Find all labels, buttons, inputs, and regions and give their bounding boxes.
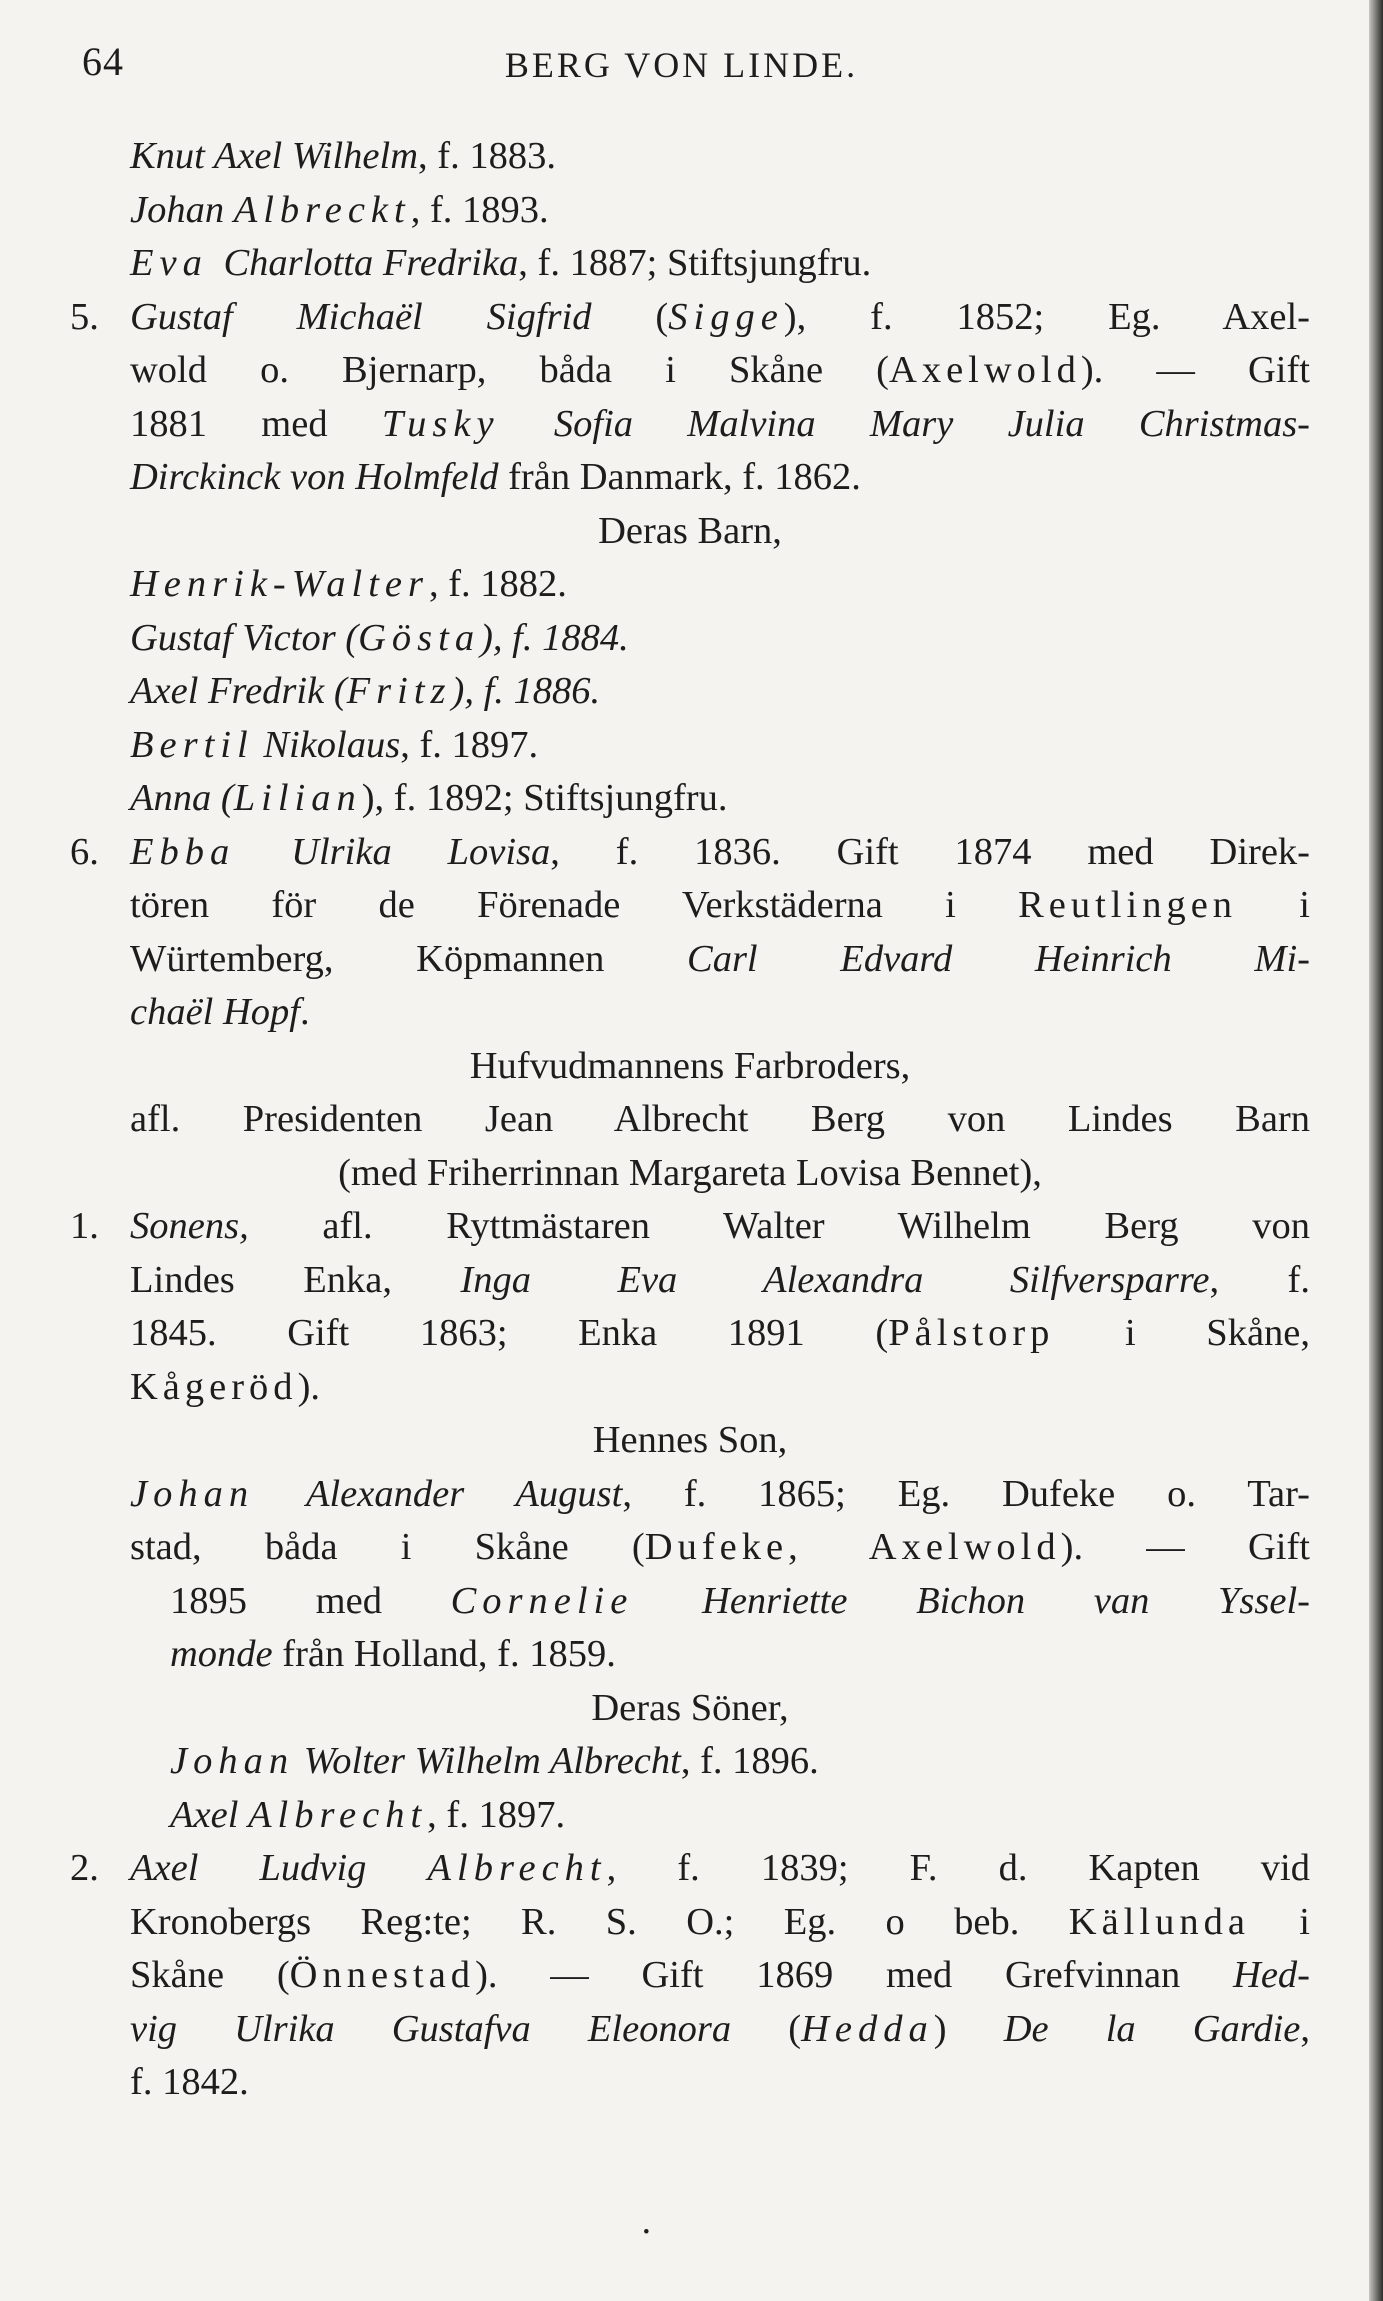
text-line: Knut Axel Wilhelm, f. 1883. [130, 135, 556, 177]
text-line: Johan Wolter Wilhelm Albrecht, f. 1896. [170, 1740, 819, 1782]
text-line: 1845. Gift 1863; Enka 1891 (Pålstorp i Skåne, [130, 1312, 1310, 1354]
text-line: Anna (Lilian), f. 1892; Stiftsjungfru. [130, 777, 728, 819]
text-line: Würtemberg, Köpmannen Carl Edvard Heinrich Mi- [130, 937, 1310, 980]
text-line: Dirckinck von Holmfeld från Danmark, f. 1862. [130, 456, 861, 498]
text-line: 5. Gustaf Michaël Sigfrid (Sigge), f. 1852; Eg. Axel- [70, 295, 1310, 338]
section-heading: Deras Barn, [598, 509, 782, 552]
text-line: Lindes Enka, Inga Eva Alexandra Silfversparre, f. [130, 1258, 1310, 1301]
text-line: wold o. Bjernarp, båda i Skåne (Axelwold). — Gift [130, 349, 1310, 391]
text-line: tören för de Förenade Verkstäderna i Reutlingen i [130, 884, 1310, 926]
text-line: Johan Alexander August, f. 1865; Eg. Dufeke o. Tar- [130, 1472, 1310, 1515]
genealogy-text [70, 130, 1310, 2110]
text-line: chaël Hopf. [130, 991, 310, 1033]
page-edge [1369, 0, 1383, 2301]
text-line: 2. Axel Ludvig Albrecht, f. 1839; F. d. Kapten vid [70, 1847, 1310, 1889]
text-line: Axel Albrecht, f. 1897. [170, 1793, 566, 1836]
text-line: 6. Ebba Ulrika Lovisa, f. 1836. Gift 1874 med Direk- [70, 830, 1310, 873]
running-title: BERG VON LINDE. [504, 45, 859, 85]
text-line: Kronobergs Reg:te; R. S. O.; Eg. o beb. Källunda i [130, 1900, 1310, 1943]
section-heading: Hufvudmannens Farbroders, [469, 1044, 911, 1087]
text-line: Kågeröd). [130, 1365, 321, 1408]
text-line: 1881 med Tusky Sofia Malvina Mary Julia Christmas- [130, 402, 1310, 445]
text-line: 1895 med Cornelie Henriette Bichon van Yssel- [170, 1579, 1310, 1622]
text-line: 1. Sonens, afl. Ryttmästaren Walter Wilhelm Berg von [70, 1205, 1310, 1247]
section-heading: Hennes Son, [592, 1419, 788, 1461]
text-line: Johan Albreckt, f. 1893. [130, 188, 549, 231]
text-line: afl. Presidenten Jean Albrecht Berg von Lindes Barn [130, 1098, 1310, 1140]
text-line: monde från Holland, f. 1859. [170, 1633, 616, 1675]
text-line: (med Friherrinnan Margareta Lovisa Bennet), [338, 1151, 1042, 1194]
text-line: vig Ulrika Gustafva Eleonora (Hedda) De la Gardie, [130, 2007, 1310, 2050]
text-line: Henrik-Walter, f. 1882. [130, 563, 567, 605]
page-number: 64 [82, 39, 124, 84]
text-line: Bertil Nikolaus, f. 1897. [130, 723, 539, 766]
page-header [60, 38, 1303, 88]
text-line: Gustaf Victor (Gösta), f. 1884. [130, 616, 629, 659]
text-line: stad, båda i Skåne (Dufeke, Axelwold). — Gift [130, 1526, 1310, 1568]
text-line: Skåne (Önnestad). — Gift 1869 med Grefvinnan Hed- [130, 1954, 1310, 1996]
text-line: Axel Fredrik (Fritz), f. 1886. [130, 670, 601, 712]
section-heading: Deras Söner, [591, 1686, 789, 1729]
printer-mark: · [640, 2211, 653, 2253]
text-line: Eva Charlotta Fredrika, f. 1887; Stiftsjungfru. [130, 242, 872, 284]
text-line: f. 1842. [130, 2061, 249, 2103]
